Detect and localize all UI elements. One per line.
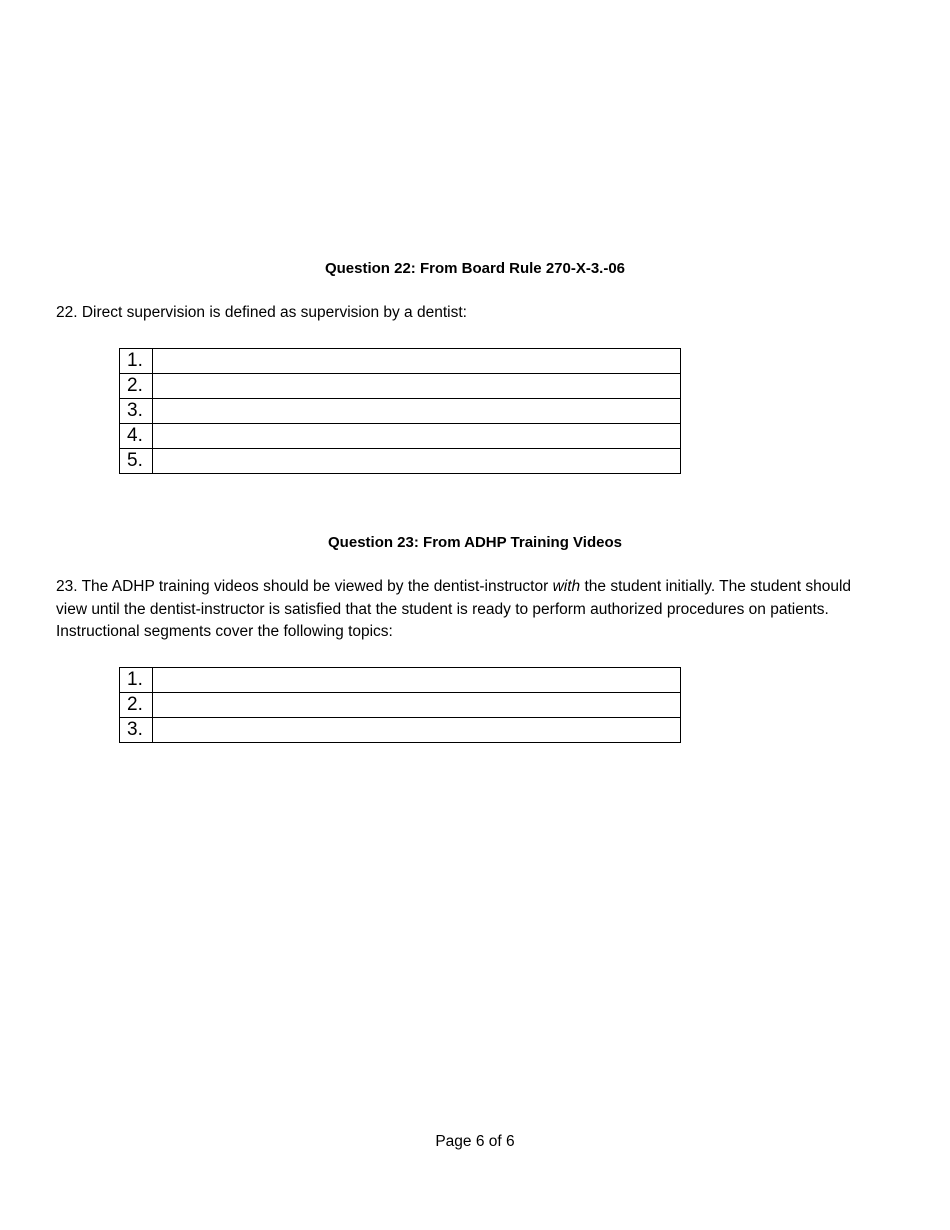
question-23-text-end: the student initially. The student should view until the dentist-instructor is satisfied that the student is ready to perform authorized procedures on patients. Instructional segments cover the following topics: [56, 578, 852, 640]
row-number: 3. [120, 399, 153, 424]
question-22-text: 22. Direct supervision is defined as supervision by a dentist: [56, 304, 467, 321]
table-row [120, 718, 681, 743]
table-row [120, 693, 681, 718]
answer-cell[interactable] [153, 374, 681, 399]
answer-cell[interactable] [153, 449, 681, 474]
row-number: 1. [120, 668, 153, 693]
row-number: 5. [120, 449, 153, 474]
table-row [120, 399, 681, 424]
row-number: 1. [120, 349, 153, 374]
table-row [120, 449, 681, 474]
page-number: Page 6 of 6 [435, 1133, 515, 1150]
answer-cell[interactable] [153, 424, 681, 449]
table-row [120, 374, 681, 399]
row-number: 2. [120, 693, 153, 718]
table-row [120, 424, 681, 449]
question-23-answer-table [119, 667, 681, 743]
question-23-text-emphasis: with [552, 578, 581, 595]
question-23-text-start: 23. The ADHP training videos should be viewed by the dentist-instructor [56, 578, 553, 595]
answer-cell[interactable] [153, 349, 681, 374]
row-number: 4. [120, 424, 153, 449]
question-22-heading: Question 22: From Board Rule 270-X-3.-06 [324, 260, 626, 277]
table-row [120, 668, 681, 693]
answer-cell[interactable] [153, 668, 681, 693]
row-number: 3. [120, 718, 153, 743]
table-row [120, 349, 681, 374]
answer-cell[interactable] [153, 693, 681, 718]
question-23-text [56, 576, 886, 644]
answer-cell[interactable] [153, 718, 681, 743]
question-22-answer-table [119, 348, 681, 474]
question-23-heading: Question 23: From ADHP Training Videos [328, 534, 622, 551]
answer-cell[interactable] [153, 399, 681, 424]
row-number: 2. [120, 374, 153, 399]
